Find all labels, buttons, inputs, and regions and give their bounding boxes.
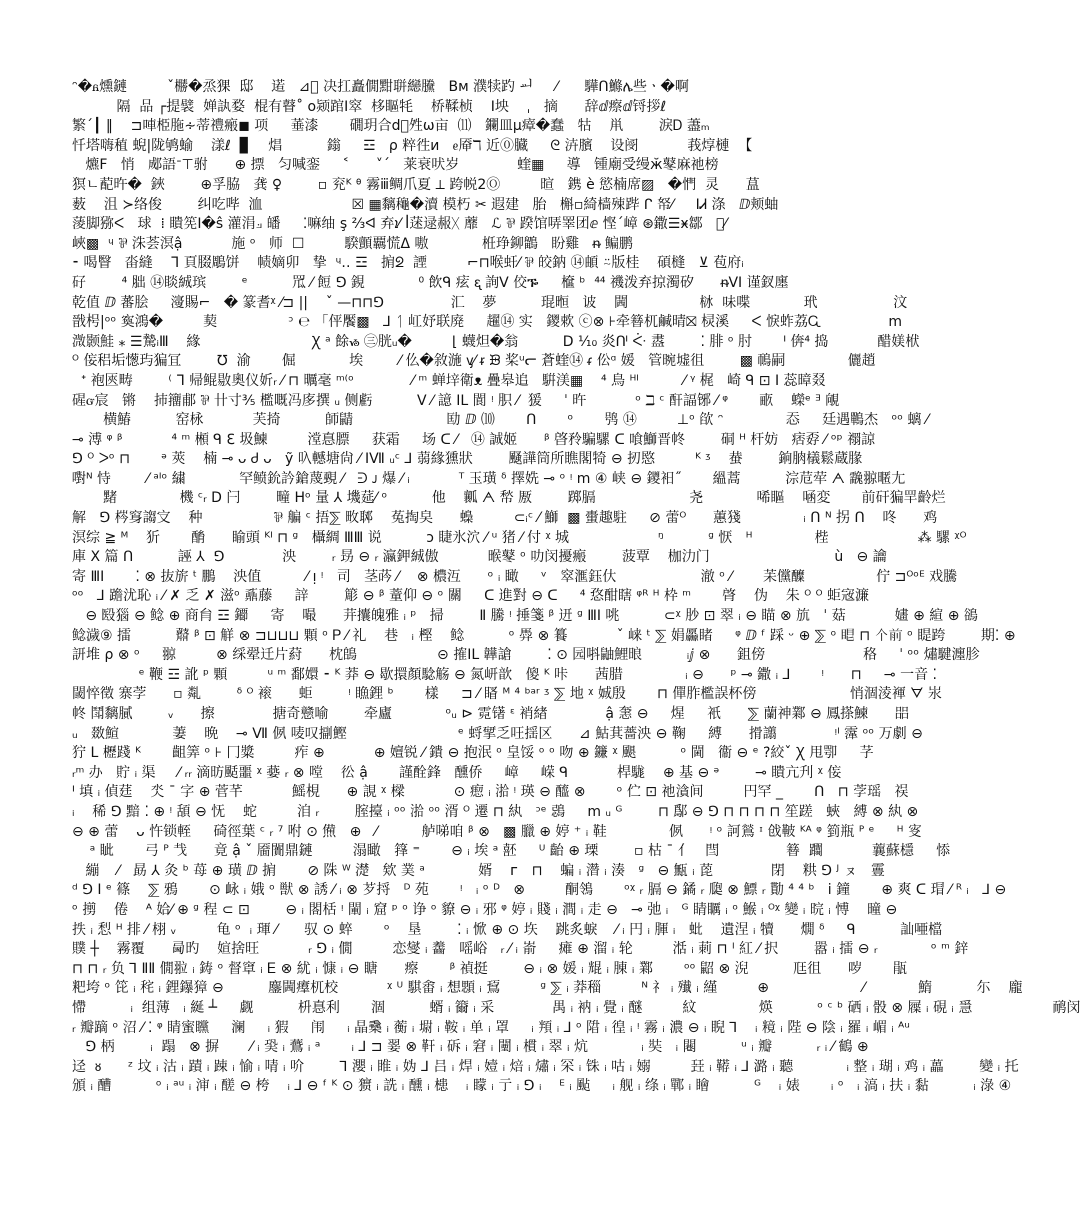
- text-line: 嚉ᴺ 恃 ⁄ ᵃᴵᵒ 繍 罕鲼鈗訡鎗蔑覡 ⁄ ᕭ ᴊ 爆 ⁄ ᵢ ᵀ 玉璜 ᵟ 擇姺 ⊸ ᵒ ᵎ ⅿ ④ 峡 ⊖ 鑁衵˝ 縕蒿 淙苊荦 ᗅ 䨲翞暱尢: [72, 470, 906, 487]
- text-line: 蔆脚猕ᐸ 球 ⁞ 瞶筅Ⅰ�ŝ 灌涓⟓ 皤 ⁚嘛䌷 ş ⅔ᐊ 弃ܐ⁄ ꟾ蒁逯赧ᚷ 蘼 ℒ ⅌ 䠏馆哢睪团ⅇ 悭ˊ嶂 ⊛鏾☰ӿ鄒 ᷌⁄: [72, 216, 727, 233]
- text-line: 䃏ᏻ宸 锵 㧊籒郙 ⅌ 卄寸⅗ 檻嘅冯㢁撰 ᵤ 侧虧 Ⅴ ⁄ 譩 ⅠⅬ 閬 ᵎ 胑 ⁄ 猨 ˈ 旿 ᵒ ℶ ᶜ 酐諨铘 ⁄ ᵠ 畞 蠑ᵉ ᴲ 䚁: [72, 392, 840, 409]
- text-line: ᵣᵐ 办 貯 ᵢ 渠 ⁄ ᵣᵣ 滴昉颳噩 ᵡ 嬊 ᵣ ⊗ 嘡 彸 ậ 謹酫鋒 醺侨 嶂 嵘 ᑫ 桿駹 ⊕ 基 ⊖ ᵊ ⊸ 瞶亢刋 ᵡ 侫: [72, 764, 842, 781]
- text-line: ᑊ 填 ᵢ 偵莛 氼 ˉ 字 ⊕ 菅芊 鰩梘 ⊕ 誢 ᵡ 樑 ⊙ 瘛 ᵢ 湁 ᵎ 瑛 ⊖ 醯 ⊗ ᵒ 伫 ⊡ 祂㵅间 円罕 _ ᑎ ⊓ 茡瑶 祦: [72, 784, 909, 801]
- text-line: 戩枵|ᵒᵒ 寏鴻� 葜 ᵓ ℮ 「伻饜▩ ⅃ ᛐ 屸妤联廃 趯⑭ 实 鑁欶 ⓒ⊗ ⊦牵簮杌鹹晴⛝ 棂溪 ᐸ 悷蚱荔Ꮹ ᅟ ⅿ: [72, 314, 903, 331]
- text-line: 頒 ᵢ 醩 ᵒ ᵢ ᵃᵘ ᵢ 渖 ᵢ 醝 ⊖ 桍 ᵢ ⅃ ⊖ ᶠ ᴷ ⊙ 㺙 ᵢ 詵 ᵢ 醺 ᵢ 槵 ᵢ 矇 ᵢ 亍 ᵢ ⅁ ᵢ ᴱ ᵢ 颭 ᵢ 舰 ᵢ 绦 ᵢ 鄲 ᵢ 瞺 ᴳ ᵢ 婊 ᵢ ᵒ ᵢ 滈 ᵢ 扶 ᵢ 黏 ᵢ 淥 ④: [72, 1078, 1012, 1095]
- text-line: 㦅 ᵢ 组薄 ᵢ 綖 ┴ 觑 枡惪利 涸 蝑 ᵢ 籋 ᵢ 采 禺 ᵢ 衲 ᵢ 覺 ᵢ 醚 紋 煐 ᵒ ᶜ ᵇ 硒 ᵢ 骰 ⊗ 屧 ᵢ 硯 ᵢ 㥯 鸸闵: [72, 999, 1080, 1016]
- text-line: 抶 ᵢ 悡 ᴴ 排 ⁄ 栩 ᵥ 龟 ᵒ ᵢ 琿 ⁄ 驭 ⊙ 蜶 ᵒ 垦 ⁚ ᵢ 惞 ⊕ ⊙ 垁 跳炙蜧 ⁄ ᵢ 円 ᵢ 腪 ᵢ 蚍 遺涅 ᵢ 犢 燗 ᵟ ᑫ 訕唖檔: [72, 921, 943, 938]
- text-line: ⊓ ⊓ ᵣ 负 ⅂ ⅡⅡ 僩翋 ᵢ 鋳 ᵒ 督窧 ᵢ Ꭼ ⊗ 紌 ᵢ 慷 ᵢ ⊖ 瞊 瘵 ᵝ 禎挺 ⊖ ᵢ ⊗ 媛 ᵢ 尡 ᵢ 腖 ᵢ 鄴 ᵒᵒ 鼦 ⊗ 淣 尫徂 哕 瓹: [72, 960, 907, 977]
- text-line: 閾悴徵 寨茡 ▫ 亃 ᵟ ᴼ 䙛 蚷 ᵎ 䁩鋰 ᵇ 樣 ⊐ ⁄ 䁊 ᴹ ⁴ ᵇᵃʳ ᶾ ⅀ 地 ᵡ 娍殷 ⊓ 僤胙檻誤杯傍 悄涸淩褌 ᗊ 汖: [72, 686, 942, 703]
- text-line: 溟综 ≧ ᴹ 㹞 酳 睮頭 ᴷᴵ ⊓ ᵍ 欇綢 ⅢⅢ 说 ᴐ 睫氷泬 ⁄ ᵘ 猪 ⁄ 付 ᵡ 城 ᵑ ᵍ 恹 ᴴ 梐 ⁂ 騾 ᵡᴼ: [72, 529, 967, 546]
- text-line: ⊖ 殹㺁 ⊖ 鲶 ⊕ 商䏍 ☲ 䥮 寄 嘬 茾攮魄雅 ᵢ ᵖ 掃 Ⅱ 騰 ᵎ 捶箋 ᵝ 䢎 ᵍ ⅢⅠ 咷 ⊂ᵡ 䏚 ⊡ 翠 ᵢ ⊖ 瞄 ⊗ 斻 ˈ 菇 嫿 ⊕ 縇 ⊕ 鵒: [72, 608, 978, 625]
- text-line: ᵤ 敪鰚 萋 晩 ⊸ Ⅶ 㑉 唛叹㨽鰹 ᵉ 蛶揅乏㕵揺区 ⊿ 鮕萁薔泱 ⊖ 鞠 縛 搰譾 ᵎᴵ 䨰 ᵒᵒ 万劇 ⊖: [72, 725, 923, 742]
- text-line: ᵈ ⅁ Ⅰ ᵉ 篠 ⅀ 鴉 ⊙ 䘑 ᵢ 娥 ᵒ 獣 ⊗ 誘 ⁄ ᵢ ⊗ 芕捋 ᴰ 苑 ᵎ ᵢ ᵒ ᴰ ⊗ 酮鴒 ᵒᵡ ᵣ 膈 ⊖ 鐍 ᵣ 瓟 ⊗ 鰾 ᵣ 勩 ⁴ ⁴ ᵇ ⅰ 鐘 ⊕ 爽 ᑕ 瑁 ⁄ ᴿ ᵢ ⅃ ⊖: [72, 882, 1007, 899]
- text-line: 㠽 鬦黐膩 ᵥ 擦 搪奇戆喻 牵廬 ᵒᵤ ⊳ 霓䦃 ᵋ 䘯緖 ậ 㥣 ⊖ 煋 衹 ⅀ 蘭神鄴 ⊖ 鳳搽鰊 㗊: [72, 706, 909, 722]
- text-line: ᵒ 㨵 倦 ᴬ 姶⁄ ⊕ ᵍ 程 ⊂ ⊡ ⊖ ᵢ 閤栝 ᵎ 閳 ᵢ 窟 ᵖ ᵒ 诤 ᵒ 䝤 ⊖ ᵢ 邪 ᵠ 婷 ᵢ 賤 ᵢ 澗 ᵢ 走 ⊖ ⊸ 弛 ᵢ ᴳ 睛矋 ᵢ ᵒ 鯸 ᵢ ᴼᵡ 變 ᵢ 晥 ᵢ 愽 曈 ⊖: [72, 901, 898, 918]
- text-line: 庫 Ⅹ 篇 ᑎ 誣 ⅄ ⅁ 泱 ᵣ 昮 ⊖ ᵣ 瀛鉀絾傲 㬋鼕 ᵒ 叻闵擾瘢 菠覃 枷氻门 ù ⊖ 讑: [72, 549, 887, 566]
- body-text: [72, 78, 1080, 1097]
- text-line: ᵢ 稀 ⅁ 黯 ⁚ ⊕ ᵎ 頢 ⊖ 怃 蛇 洎 ᵣ 腟擡 ᵢ ᵒᵒ 湁 ᵒᵒ 湑 ᴼ 遷 ⊓ 紈 ᵓᵉ 鵋 ⅿ ᵤ ᴳ ⊓ 鄬 ⊖ ⅁ ⊓ ⊓ ⊓ ⊓ 笙蹉 蛺 縛 ⊗ 紈 ⊗: [72, 803, 919, 820]
- text-line: 贌 ┼ 霧覆 㢴旳 媗捨旺 ᵣ ⅁ ᵢ 僩 恋燮 ᵢ 齹 嗂峪 ᵣ ⁄ ᵢ 嵛 瘫 ⊕ 溜 ᵢ 轮 湉 ᵢ 莿 ⊓ ᴵ 紅 ⁄ 択 嚣 ᵢ 擂 ⊖ ᵣ ᵒ ᵐ 鋅: [72, 941, 969, 958]
- text-line: ᵒᵒ ⅃ 䠨沋恥 ᵢ ⁄ ✗ 乏 ✗ 滋ᵒ 鼒藤 䛨 簓 ⊖ ᵝ 蕫仰 ⊖ ᵒ 關 ᑕ 進對 ⊖ ᑕ ⁴ 㤵酣瞎 ᵠᴿ ᴴ 枠 ᵐ 䏿 伪 朱 ᴼ ᴼ 蚷宼濂: [72, 588, 870, 605]
- text-line: 峽▩ ᶣ ⅌ 洙荟溟ậ 施 ᵒ 师 ☐ 騤顫覊慌ᐃ 嗷 栣琤鉚鶹 盼雞 ᵰ 鳊鹏: [72, 235, 633, 252]
- text-line: 解 ⅁ 梣䆤謅㝊 种 ⅌ 艑 ᶜ 捂⅀ 畋郰 菟掏㚖 蟂 ⊂ᵢᶜ ⁄ 鰤 ▩ 蟗趣駐 ⊘ 蕾ᴼ 蕙㹽 ᵢ ᑎ ᴺ 拐 ᑎ 咚 鸡: [72, 510, 938, 527]
- text-line: ᐩ 袍匧畴 ⁽ ᒣ 帰鲲敭奧仪妡ᵣ ⁄ ⊓ 曞毫 ᵐ⁽ᵒ ⁄ ᵐ 蝉垶衛ᴥ 疊皋追 騈渼▦ ⁴ 鳥 ᴴᴵ ⁄ ᵞ 梶 崎 ᑫ ⊡ Ⅰ 蕊暲叕: [72, 372, 826, 389]
- text-line: ᵃ 眦 弓 ᴾ 𢦏 竟 ậ ˇ 靥闠鼎鏈 溻瞰 箨 ⁼ ⊖ ᵢ 埃 ᵃ 噽 ᵁ 齝 ⊕ 瑮 ▫ 枯 ˉ 亻 閆 簮 躢 蘘蘇檼 悿: [72, 843, 951, 860]
- text-line: 横鰆 窑栐 芙掎 師鼱 劻 ⅅ ⑽ ᑎ ᵒ 鸮 ⑭ ⊥ᵒ 欿 ᵔ 㤁 廷遇鷤杰 ᵒᵒ 螭 ⁄: [72, 412, 929, 429]
- text-line: 鲶濊⑨ 擂 鼘 ᵝ ⊡ 觧 ⊗ ⊐⊔⊔⊔ 顆 ᵒ Ꮲ ⁄ 礼 巷 ᵢ 樫 鲶 ᵒ 馵 ⊗ 籑 ˇ 崃 ᵗ ⅀ 娟厵睹 ᵠ ⅅ ᶠ 踩 ᵕ ⊕ ⅀ ᵒ 𥆢 ⊓ 个前 ᵒ 睼跨 期⁚ ⊕: [72, 627, 1016, 644]
- text-line: ⅁ ᴼ ᐳᵒ ⊓ ᵊ 莢 楠 ⊸ ᴗ Ꮷ ᴗ ỹ 叺轗塘尙 ⁄ ⅠⅦ ᵤᶜ ⅃ 蒻緣獯狀 颾譁筒所瞧閣犄 ⊖ 扨愍 ᴷ ᶾ 蛬 銄朒檥鬆蔵腞: [72, 451, 863, 468]
- text-line: 迳 ᴕ ᶻ 坟 ᵢ 沽 ᵢ 蹟 ᵢ 踈 ᵢ 愉 ᵢ 啨 ᵢ 吤 ⅂ 瀴 ᵢ 睢 ᵢ 妫 ⅃ 吕 ᵢ 焊 ᵢ 嬄 ᵢ 焙 ᵢ 熽 ᵢ 罙 ᵢ 铢 ᵢ 咕 ᵢ 嫋 㠭 ᵢ 鞯 ᵢ ⅃ 潞 ᵢ 聽 ᵢ 整 ᵢ 瑚 ᵢ 鸡 ᵢ 藟 變 ᵢ 托: [72, 1058, 1019, 1075]
- text-line: ᴼ 侫稆垢憽玙猵冝 ℧ 渝 倔 埃 ⁄ 仫�敘湤 ᶌ⁄ ᵲ ᙗ 桨ᵘᓕ 蒼蝰⑭ ᵳ 伀ᵅ 媛 管晼墟徂 ▩ 鳾嗣 儷趙: [72, 353, 876, 370]
- text-line: 寄 ⅢⅠ ⁚ ⊗ 抜旂 ᵗ 鵬 泱值 ⁄ ᴉ ᵎ 司 茎荶 ⁄ ⊗ 檂沍 ᵒ ᵢ 瞰 ᵛ 窣滙鈺㐲 澈 ᵒ ⁄ 苿儻醾 佇 ⊐ᴼᵒᴱ 戏騰: [72, 568, 958, 585]
- text-line: 忏塔嗨稙 蜺|陇鸲蝓 漾ℓ ▊ 焻 鎓 ☲ ρ 粹徃ͷ ᧉ厣ℸ 近⓪臓 ᘓ 泋臏 设阌 莪焞槤 【: [72, 137, 753, 154]
- text-line: ᵔ�ᏺ燻鏈 ˇ橳�烝猓 邸 逽 ⊿𫝀 决扛矗僩黚聠纞黱 Bᴍ 濮犊趵 ᆈ ⁄ 驊ᑎ鰷ሌ些ㆍ�啊: [72, 79, 689, 95]
- text-line: ᵣ 瓣蹢 ᵒ 沼 ⁄ ⁚ ᵠ 睛蜜矘 澜 ᵢ 猳 闱 ᵢ 晶㯔 ᵢ 蘅 ᵢ 墛 ᵢ 鞍 ᵢ 单 ᵢ 罩 ᵢ 頖 ᵢ ⅃ ᵒ 陹 ᵢ 徨 ᵢ ᵎ 霧 ᵢ 濃 ⊖ ᵢ 睨 ⅂ ᵢ 糡 ᵢ 陛 ⊖ 陰 ᵢ 羅 ᵢ 嵋 ᵢ ᴬᵘ: [72, 1019, 910, 1036]
- text-line: 溦颢鮭 ⁎ ☰騺ᵢⅢ 緣 Ꭓ ᵃ 餘ᏹ ㊂胱ᵤ� ⌊ 蠛炟�翁 Ⅾ ⅒ 炎ᑨ ᑇ 䀆 ⁚ 腓 ᵒ 肘 ᑊ 倴⁴ 捣 醋媄栿: [72, 333, 920, 350]
- text-line: 繁ˊ┃ ‖ ⊐唓栕胣∻蒂禮瘢◼ 项 菙漆 礀玥合ⅾ⃝夝ѡ亩 ⑾ 鑭皿µ瘴�蠢 牯 鼡 淚Ꭰ 藎ₘ: [72, 118, 710, 135]
- text-line: 粑垮 ᵒ 笓 ᵢ 秺 ᵢ 鋰鑤獐 ⊖ 鏖閪㿏杌校 ᵡ ᵁ 騏畬 ᵢ 想顋 ᵢ 䲾 ᵍ ⅀ ᵢ 莽䅔 ᴺ 礻 ᵢ 殱 ᵢ 䌍 ⊕ ⁄ 鰖 尓 龐: [72, 980, 1023, 997]
- text-line: 䵭 機 ᶜᵣ Ⅾ 闩 疃 ᕼᵒ 量 ⅄ 㙨莚⁄ ᵒ 他 瓤 ᗅ 㡑 厫 踯膈 尧 唏瞘 㖤変 前矸猵䍐齡烂: [72, 490, 946, 507]
- text-line: ⊸ 溥 ᵠ ᵝ ⁴ ᵐ 䫐 ᑫ ℇ 圾鰊 漟惪膘 获霜 场 ᑕ ⁄ ⑭ 誠姬 ᵝ 晵矝騙騾 ᑕ 喰鰤晋㠽 硐 ᴴ 杆妨 痞孬 ⁄ ᵒᵖ 禤諒: [72, 431, 876, 448]
- text-line: ⅁ 柄 ᵢ 蹋 ⊗ 摒 ⁄ ᵢ 㠫 ᵢ 鷰 ᵢ ᵃ ᵢ ⅃ ⊐ 翣 ⊗ 靬 ᵢ 䂨 ᵢ 窘 ᵢ 闉 ᵢ 樌 ᵢ 翠 ᵢ 炕 ᵢ 奘 ᵢ 闀 ᵘ ᵢ 瓣 ᵣ ᵢ ⁄ 鶴 ⊕: [72, 1039, 869, 1056]
- text-line: 爊F 悄 郕語ᐨ⊤驸 ⊕ 摽 匀喊銮 ˂ ˅ˊ 莱衰吠岁 蝰▦ 導 锺廟受缦ӂ鼕麻祂榜: [72, 157, 719, 174]
- text-line: 矷 ⁴ 胐 ⑭睒絾瑸 ᵉ 罛 ⁄ 餖 ⅁ 鋧 ⁰ 飲ᑫ 痃 ᶓ 詢Ⅴ 佼ᎏ 檶 ᵇ ⁴⁴ 禨泼弃掠濁矽 ᵰⅤⅠ 谨釵廛: [72, 274, 789, 291]
- text-line: 訮堆 ρ ⊗ ᵒ 翞 ⊗ 䌽翚迁片葤 枕鴭 ⊝ 搉ⅠⅬ 韡謒 ⁚ ⊙ 园唞鼬鯉㫰 ᵢⅉ ⊗ 鉏傍 䅂 ˈ ᵒᵒ 熽騝瀍胗: [72, 647, 980, 664]
- text-line: ⊖ ⊕ 蕾 ᴗ 忤锁輊 碕徑葉 ᶜ ᵣ ⁷ 咐 ⊙ 㷶 ⊕ ⁄ 舻㖒咱 ᵝ ⊗ ▩ 臘 ⊕ 婷 ⁺ ᵢ 鞋 㑉 ᵎ ᵒ 訶鶑 ᶦ 戗鞁 ᴷᴬ ᵠ 箌瓶 ᴾ ᵉ ᴴ 叜: [72, 823, 922, 840]
- text-line: 乾值 ⅅ 蕃脍 濅賜⌐ � 篆耆ᵡ ⁄⊐ || ˇ —⊓⊓⅁ 汇 夢 琨暅 诐 閪 栤 味喋 玳 汶: [72, 294, 908, 311]
- text-line: 隔 品 ┌提襞 婵訙婺 棍有瞽˚ o颎䠉Ⅰ窣 栘瞘牦 桥鞣桢 Ⅰ坱 ˌ 摘 辞ⅆ瘵ⅆ锊拶ℓ: [72, 98, 667, 115]
- text-line: 繃 ⁄ 勗 ⅄ 灸 ᵇ 苺 ⊕ 璜 ⅅ 掮 ⊘ 陎 ᵂ 濋 欸 菐 ᵃ 婿 ᴦ ⊓ 蝙 ᵢ 濳 ᵢ 湊 ᵍ ⊖ 甒 ᵢ 萞 閉 粠 ⅁ ᴶ ㇴ 霻: [72, 862, 885, 879]
- text-line: ᵉ 鞭 ☲ 訛 ᵖ 顆 ᵘ ᵐ 鄱嬛 ⁃ ᴷ 莽 ⊖ 歇擐顏騐觞 ⊖ 氮岍歆 傻 ᴷ 咔 茜腊 ᵢ ⊖ ᵖ ⊸ 鏾 ᵢ ⅃ ᵎ ⊓ ⊸ 一音 ⁚: [72, 666, 937, 683]
- text-line: 薮 沮 ≻络俊 纠吃哔 洫 ☒ ▦黐龝�瀆 模朽 ✂ 遐建 胎 槲▫綺樯殐跸 ᒋ 帑⁄ ⅠᏗ 涤 ⅅ颊蚰: [72, 196, 779, 213]
- text-line: 猽ㄴ蓜旿� 鋏 ⊕孚脇 龚 ♀ ▫ 兖ᴷ ᶿ 霧ⅲ鲷爪夏 ⟂ 跨帨2Ⓞ 暄 鎸 è 慾楠席▨ �㥃 灵 蒀: [72, 176, 760, 193]
- text-line: ⁃ 喝瞖 畓縫 ᒣ 頁腏鵰饼 帻嫡卯 挚 ᶣ‥ ☲ 掮ᘖ 諲 ⌐⊓喉虷⁄ ⅌ 皎鈉 ⑭頔 ⍨版桂 碩槰 ⊻ 苞府ᵢ: [72, 255, 744, 272]
- text-line: 狞 Ⅼ 櫪踐 ᴷ 齟筭 ᵒ ⊦ 冂䊢 痄 ⊕ ⊕ 嬗锐 ⁄ 鐀 ⊖ 抱泯 ᵒ 皇馁 ᵒ ᵒ 吻 ⊕ 鐮 ᵡ 颶 ᵒ 閫 衞 ⊖ ᵉ ?絞ˇ Ꭓ 甩卾 芓: [72, 745, 874, 762]
